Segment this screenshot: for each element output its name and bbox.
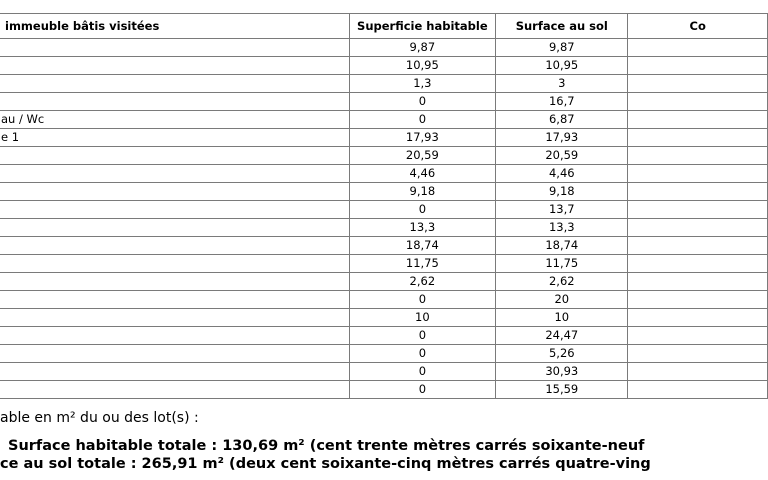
cell-commentaire <box>628 291 768 309</box>
cell-superficie-habitable: 10,95 <box>349 57 496 75</box>
cell-surface-au-sol: 4,46 <box>496 165 628 183</box>
cell-commentaire <box>628 345 768 363</box>
cell-surface-au-sol: 17,93 <box>496 129 628 147</box>
cell-piece <box>0 363 349 381</box>
table-row <box>0 165 768 183</box>
cell-piece <box>0 381 349 399</box>
table-row <box>0 345 768 363</box>
cell-superficie-habitable: 0 <box>349 363 496 381</box>
cell-piece <box>0 39 349 57</box>
cell-superficie-habitable: 0 <box>349 345 496 363</box>
cell-superficie-habitable: 20,59 <box>349 147 496 165</box>
cell-surface-au-sol: 18,74 <box>496 237 628 255</box>
cell-surface-au-sol: 20 <box>496 291 628 309</box>
cell-superficie-habitable: 0 <box>349 111 496 129</box>
cell-surface-au-sol: 9,18 <box>496 183 628 201</box>
table-row <box>0 201 768 219</box>
cell-commentaire <box>628 57 768 75</box>
total-sol: ce au sol totale : 265,91 m² (deux cent soixante-cinq mètres carrés quatre-ving <box>0 456 651 472</box>
header-surface-au-sol: Surface au sol <box>496 14 628 39</box>
cell-piece: e 1 <box>0 129 349 147</box>
cell-surface-au-sol: 6,87 <box>496 111 628 129</box>
table-header-row <box>0 14 768 39</box>
header-pieces: immeuble bâtis visitées <box>0 14 349 39</box>
cell-superficie-habitable: 10 <box>349 309 496 327</box>
cell-commentaire <box>628 75 768 93</box>
table-row <box>0 309 768 327</box>
cell-superficie-habitable: 9,87 <box>349 39 496 57</box>
cell-surface-au-sol: 15,59 <box>496 381 628 399</box>
cell-piece <box>0 237 349 255</box>
table-row <box>0 57 768 75</box>
cell-piece <box>0 165 349 183</box>
cell-superficie-habitable: 11,75 <box>349 255 496 273</box>
cell-surface-au-sol: 20,59 <box>496 147 628 165</box>
cell-commentaire <box>628 93 768 111</box>
cell-superficie-habitable: 4,46 <box>349 165 496 183</box>
table-row <box>0 381 768 399</box>
table-row <box>0 255 768 273</box>
table-row <box>0 129 768 147</box>
table-row <box>0 327 768 345</box>
cell-surface-au-sol: 11,75 <box>496 255 628 273</box>
cell-piece <box>0 93 349 111</box>
table-row <box>0 219 768 237</box>
cell-surface-au-sol: 3 <box>496 75 628 93</box>
cell-superficie-habitable: 0 <box>349 327 496 345</box>
cell-commentaire <box>628 327 768 345</box>
cell-surface-au-sol: 16,7 <box>496 93 628 111</box>
cell-superficie-habitable: 18,74 <box>349 237 496 255</box>
cell-piece <box>0 255 349 273</box>
cell-surface-au-sol: 10,95 <box>496 57 628 75</box>
header-superficie-habitable: Superficie habitable <box>349 14 496 39</box>
cell-piece <box>0 345 349 363</box>
cell-commentaire <box>628 237 768 255</box>
cell-piece <box>0 309 349 327</box>
cell-commentaire <box>628 111 768 129</box>
cell-superficie-habitable: 0 <box>349 93 496 111</box>
cell-commentaire <box>628 381 768 399</box>
cell-commentaire <box>628 129 768 147</box>
cell-superficie-habitable: 2,62 <box>349 273 496 291</box>
surface-note <box>0 410 199 426</box>
cell-commentaire <box>628 255 768 273</box>
table-row <box>0 93 768 111</box>
cell-piece <box>0 291 349 309</box>
cell-commentaire <box>628 147 768 165</box>
cell-piece <box>0 273 349 291</box>
cell-commentaire <box>628 363 768 381</box>
cell-superficie-habitable: 1,3 <box>349 75 496 93</box>
cell-superficie-habitable: 13,3 <box>349 219 496 237</box>
cell-piece: au / Wc <box>0 111 349 129</box>
cell-surface-au-sol: 13,7 <box>496 201 628 219</box>
cell-piece <box>0 75 349 93</box>
table-row <box>0 363 768 381</box>
cell-commentaire <box>628 219 768 237</box>
cell-piece <box>0 147 349 165</box>
cell-surface-au-sol: 9,87 <box>496 39 628 57</box>
cell-piece <box>0 219 349 237</box>
cell-piece <box>0 57 349 75</box>
cell-piece <box>0 183 349 201</box>
table-row <box>0 183 768 201</box>
cell-surface-au-sol: 10 <box>496 309 628 327</box>
table-row <box>0 75 768 93</box>
cell-commentaire <box>628 309 768 327</box>
cell-surface-au-sol: 2,62 <box>496 273 628 291</box>
table-row <box>0 39 768 57</box>
table-row <box>0 111 768 129</box>
table-row <box>0 291 768 309</box>
cell-superficie-habitable: 0 <box>349 381 496 399</box>
cell-piece <box>0 327 349 345</box>
cell-superficie-habitable: 17,93 <box>349 129 496 147</box>
cell-surface-au-sol: 24,47 <box>496 327 628 345</box>
header-commentaires: Co <box>628 14 768 39</box>
cell-surface-au-sol: 30,93 <box>496 363 628 381</box>
cell-superficie-habitable: 0 <box>349 201 496 219</box>
cell-commentaire <box>628 39 768 57</box>
cell-superficie-habitable: 0 <box>349 291 496 309</box>
cell-commentaire <box>628 165 768 183</box>
cell-superficie-habitable: 9,18 <box>349 183 496 201</box>
cell-commentaire <box>628 201 768 219</box>
surface-table <box>0 13 768 399</box>
cell-commentaire <box>628 273 768 291</box>
cell-commentaire <box>628 183 768 201</box>
table-row <box>0 237 768 255</box>
surface-note-text: able en m² du ou des lot(s) : <box>0 410 199 426</box>
table-row <box>0 273 768 291</box>
cell-surface-au-sol: 5,26 <box>496 345 628 363</box>
cell-surface-au-sol: 13,3 <box>496 219 628 237</box>
total-habitable: Surface habitable totale : 130,69 m² (cent trente mètres carrés soixante-neuf <box>8 438 645 454</box>
cell-piece <box>0 201 349 219</box>
table-row <box>0 147 768 165</box>
